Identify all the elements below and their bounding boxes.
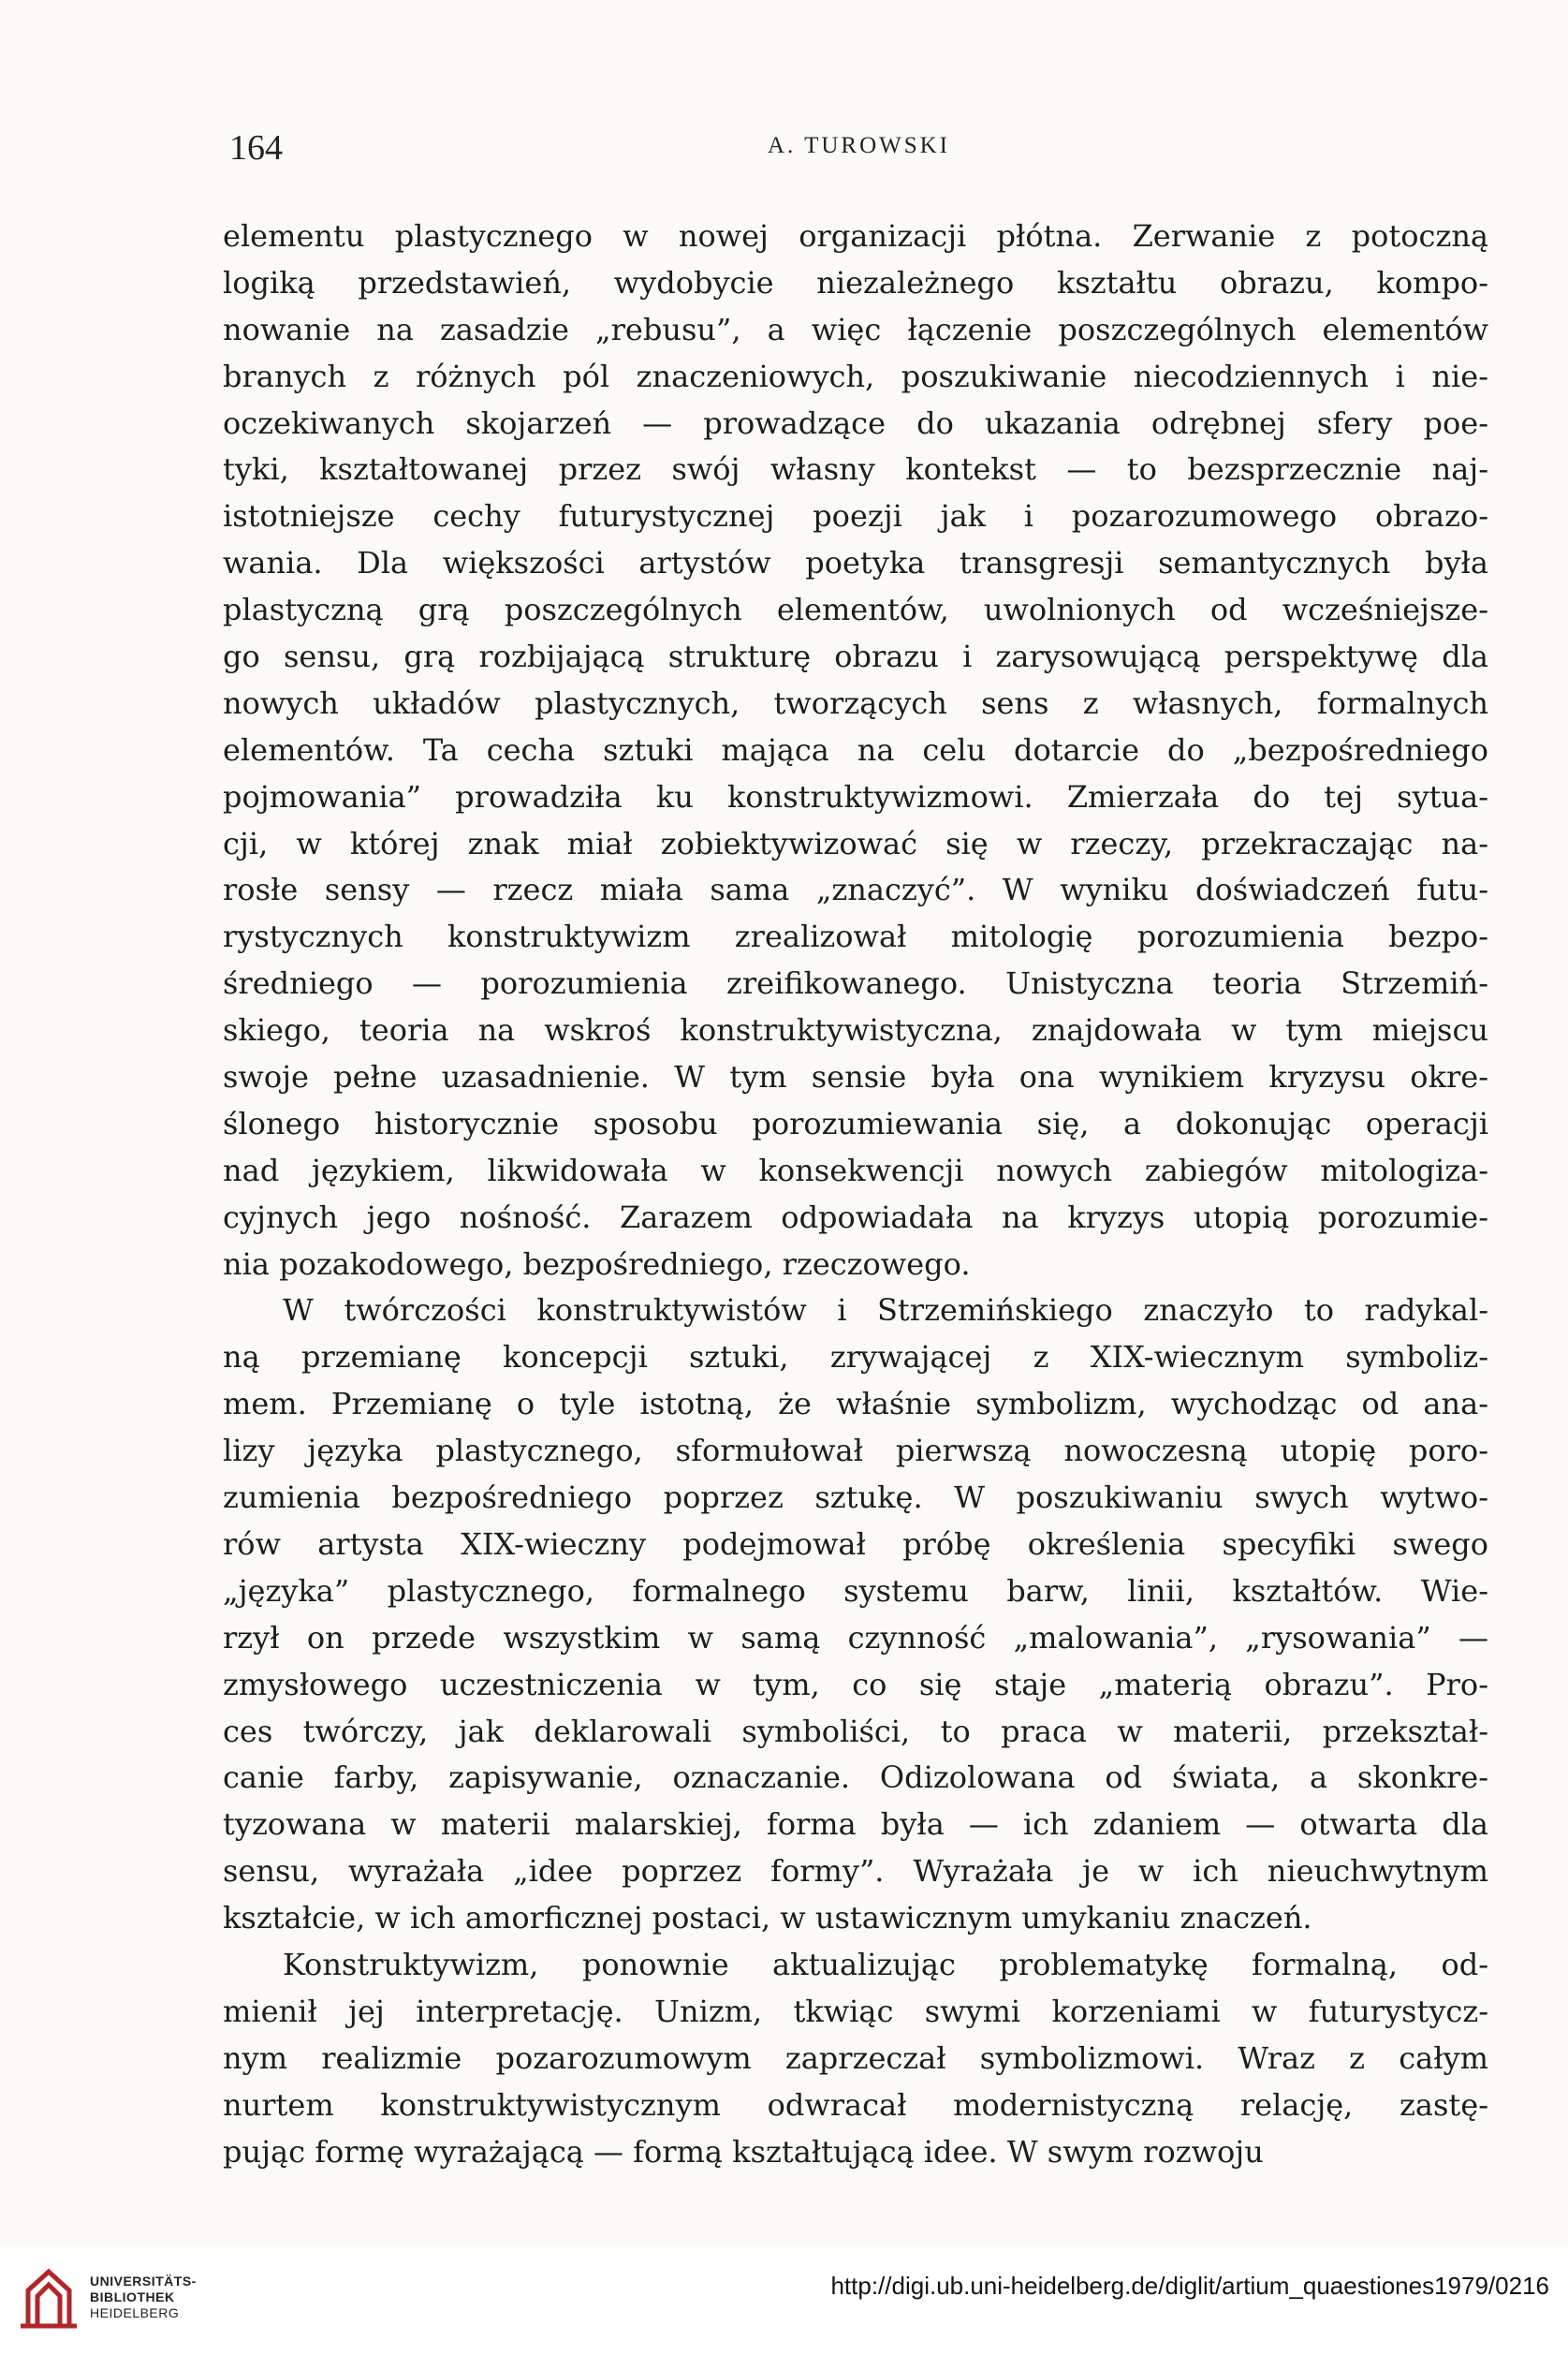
text-line: tyzowana w materii malarskiej, forma była — ich zdaniem — otwarta dla: [223, 1806, 1488, 1843]
text-line: rów artysta XIX-wieczny podejmował próbę określenia specyfiki swego: [223, 1525, 1488, 1562]
text-line: nym realizmie pozarozumowym zaprzeczał symbolizmowi. Wraz z całym: [223, 2039, 1488, 2076]
text-line: lizy języka plastycznego, sformułował pierwszą nowoczesną utopię poro-: [223, 1433, 1488, 1469]
text-line: średniego — porozumienia zreifikowanego. Unistyczna teoria Strzemiń-: [223, 965, 1488, 1002]
text-line: zumienia bezpośredniego poprzez sztukę. W poszukiwaniu swych wytwo-: [223, 1479, 1488, 1516]
running-head: A. TUROWSKI: [767, 133, 951, 158]
text-line: rystycznych konstruktywizm zrealizował mitologię porozumienia bezpo-: [223, 919, 1488, 955]
text-line: ną przemianę koncepcji sztuki, zrywającej z XIX-wiecznym symboliz-: [223, 1339, 1488, 1376]
text-line: „języka” plastycznego, formalnego systemu barw, linii, kształtów. Wie-: [223, 1572, 1488, 1609]
text-line: W twórczości konstruktywistów i Strzemińskiego znaczyło to radykal-: [283, 1292, 1488, 1329]
text-line: elementów. Ta cecha sztuki mająca na celu dotarcie do „bezpośredniego: [223, 731, 1488, 768]
text-line: cyjnych jego nośność. Zarazem odpowiadała na kryzys utopią porozumie-: [223, 1199, 1488, 1235]
text-line: zmysłowego uczestniczenia w tym, co się staje „materią obrazu”. Pro-: [223, 1666, 1488, 1702]
text-line: Konstruktywizm, ponownie aktualizując problematykę formalną, od-: [283, 1946, 1488, 1982]
text-line: swoje pełne uzasadnienie. W tym sensie była ona wynikiem kryzysu okre-: [223, 1059, 1488, 1096]
text-line: nia pozakodowego, bezpośredniego, rzeczowego.: [223, 1245, 971, 1282]
text-line: pując formę wyrażającą — formą kształtującą idee. W swym rozwoju: [223, 2133, 1264, 2170]
text-line: wania. Dla większości artystów poetyka transgresji semantycznych była: [223, 545, 1488, 581]
text-line: branych z różnych pól znaczeniowych, poszukiwanie niecodziennych i nie-: [223, 358, 1488, 394]
page-number: 164: [229, 128, 283, 168]
text-line: rosłe sensy — rzecz miała sama „znaczyć”. W wyniku doświadczeń futu-: [223, 872, 1488, 908]
text-line: plastyczną grą poszczególnych elementów, uwolnionych od wcześniejsze-: [223, 592, 1488, 628]
text-line: istotniejsze cechy futurystycznej poezji jak i pozarozumowego obrazo-: [223, 498, 1488, 535]
text-line: mienił jej interpretację. Unizm, tkwiąc swymi korzeniami w futurystycz-: [223, 1993, 1488, 2029]
text-line: ślonego historycznie sposobu porozumiewania się, a dokonując operacji: [223, 1105, 1488, 1141]
text-line: skiego, teoria na wskroś konstruktywistyczna, znajdowała w tym miejscu: [223, 1012, 1488, 1049]
text-line: cji, w której znak miał zobiektywizować się w rzeczy, przekraczając na-: [223, 825, 1488, 861]
library-logo[interactable]: [17, 2260, 232, 2335]
text-line: mem. Przemianę o tyle istotną, że właśnie symbolizm, wychodząc od ana-: [223, 1386, 1488, 1422]
text-line: nurtem konstruktywistycznym odwracał modernistyczną relację, zastę-: [223, 2086, 1488, 2123]
text-line: kształcie, w ich amorficznej postaci, w ustawicznym umykaniu znaczeń.: [223, 1900, 1312, 1936]
text-line: canie farby, zapisywanie, oznaczanie. Odizolowana od świata, a skonkre-: [223, 1759, 1488, 1796]
source-url-link[interactable]: http://digi.ub.uni-heidelberg.de/diglit/artium_quaestiones1979/0216: [830, 2272, 1549, 2300]
logo-line-3: HEIDELBERG: [90, 2305, 180, 2320]
text-line: go sensu, grą rozbijającą strukturę obrazu i zarysowującą perspektywę dla: [223, 639, 1488, 675]
text-line: sensu, wyrażała „idee poprzez formy”. Wyrażała je w ich nieuchwytnym: [223, 1853, 1488, 1890]
logo-line-1: UNIVERSITÄTS-: [90, 2274, 197, 2289]
text-line: oczekiwanych skojarzeń — prowadzące do ukazania odrębnej sfery poe-: [223, 405, 1488, 441]
text-line: tyki, kształtowanej przez swój własny kontekst — to bezsprzecznie naj-: [223, 451, 1488, 488]
text-line: elementu plastycznego w nowej organizacji płótna. Zerwanie z potoczną: [223, 218, 1488, 254]
text-line: rzył on przede wszystkim w samą czynność „malowania”, „rysowania” —: [223, 1619, 1488, 1656]
text-line: nowanie na zasadzie „rebusu”, a więc łączenie poszczególnych elementów: [223, 311, 1488, 347]
library-footer: [0, 2247, 1568, 2355]
page-header: [229, 120, 1488, 176]
library-logo-icon: [17, 2264, 81, 2332]
text-line: logiką przedstawień, wydobycie niezależnego kształtu obrazu, kompo-: [223, 264, 1488, 301]
text-line: ces twórczy, jak deklarowali symboliści, to praca w materii, przekształ-: [223, 1713, 1488, 1749]
logo-line-2: BIBLIOTHEK: [90, 2289, 175, 2304]
body-text: [223, 213, 1488, 2175]
text-line: pojmowania” prowadziła ku konstruktywizmowi. Zmierzała do tej sytua-: [223, 778, 1488, 815]
text-line: nowych układów plastycznych, tworzących sens z własnych, formalnych: [223, 684, 1488, 721]
library-logo-text: [90, 2274, 197, 2321]
text-line: nad językiem, likwidowała w konsekwencji nowych zabiegów mitologiza-: [223, 1152, 1488, 1188]
